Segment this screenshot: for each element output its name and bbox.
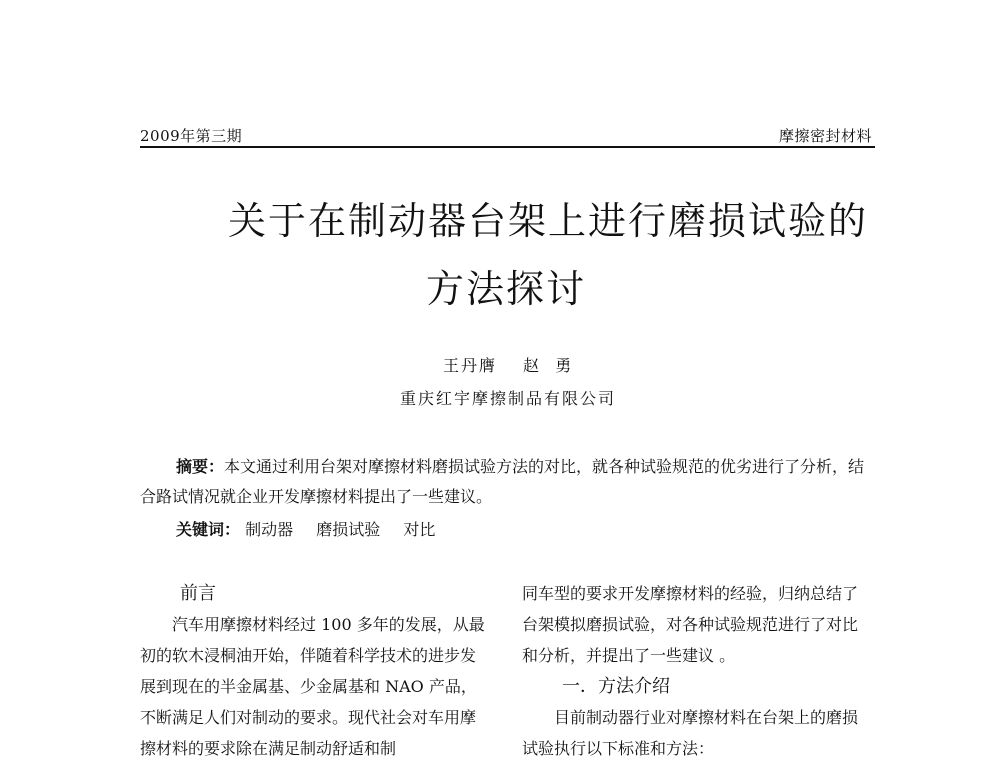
journal-name: 摩擦密封材料 bbox=[778, 127, 872, 145]
keywords bbox=[176, 517, 453, 540]
issue-label: 2009年第三期 bbox=[140, 127, 243, 145]
abstract bbox=[140, 452, 878, 512]
header-rule bbox=[140, 146, 875, 148]
keywords-label: 关键词： bbox=[176, 520, 241, 539]
affiliation: 重庆红宇摩擦制品有限公司 bbox=[400, 389, 617, 408]
author-2: 赵 勇 bbox=[523, 356, 574, 375]
abstract-label: 摘要： bbox=[176, 457, 225, 476]
section-heading-method: 一．方法介绍 bbox=[562, 676, 670, 697]
section-heading-preface: 前言 bbox=[180, 583, 216, 604]
right-column bbox=[522, 578, 867, 764]
title-line-1: 关于在制动器台架上进行磨损试验的 bbox=[228, 199, 869, 243]
title-line-2: 方法探讨 bbox=[426, 267, 587, 311]
right-paragraph-1: 同车型的要求开发摩擦材料的经验，归纳总结了台架模拟磨损试验，对各种试验规范进行了对比和分析，并提出了一些建议 。 bbox=[522, 584, 859, 665]
left-column bbox=[140, 578, 485, 764]
keyword-1: 制动器 bbox=[245, 520, 294, 539]
keyword-3: 对比 bbox=[403, 520, 436, 539]
preface-paragraph: 汽车用摩擦材料经过 100 多年的发展，从最初的软木浸桐油开始，伴随着科学技术的进步发展到现在的半金属基、少金属基和 NAO 产品，不断满足人们对制动的要求。现代社会对车用摩擦材料的要求除在满足制动舒适和制 bbox=[140, 615, 485, 758]
author-1: 王丹膺 bbox=[443, 356, 498, 375]
authors bbox=[443, 353, 599, 376]
keyword-2: 磨损试验 bbox=[316, 520, 381, 539]
abstract-text: 本文通过利用台架对摩擦材料磨损试验方法的对比，就各种试验规范的优劣进行了分析，结合路试情况就企业开发摩擦材料提出了一些建议。 bbox=[140, 457, 865, 506]
right-paragraph-2: 目前制动器行业对摩擦材料在台架上的磨损试验执行以下标准和方法： bbox=[522, 708, 859, 758]
